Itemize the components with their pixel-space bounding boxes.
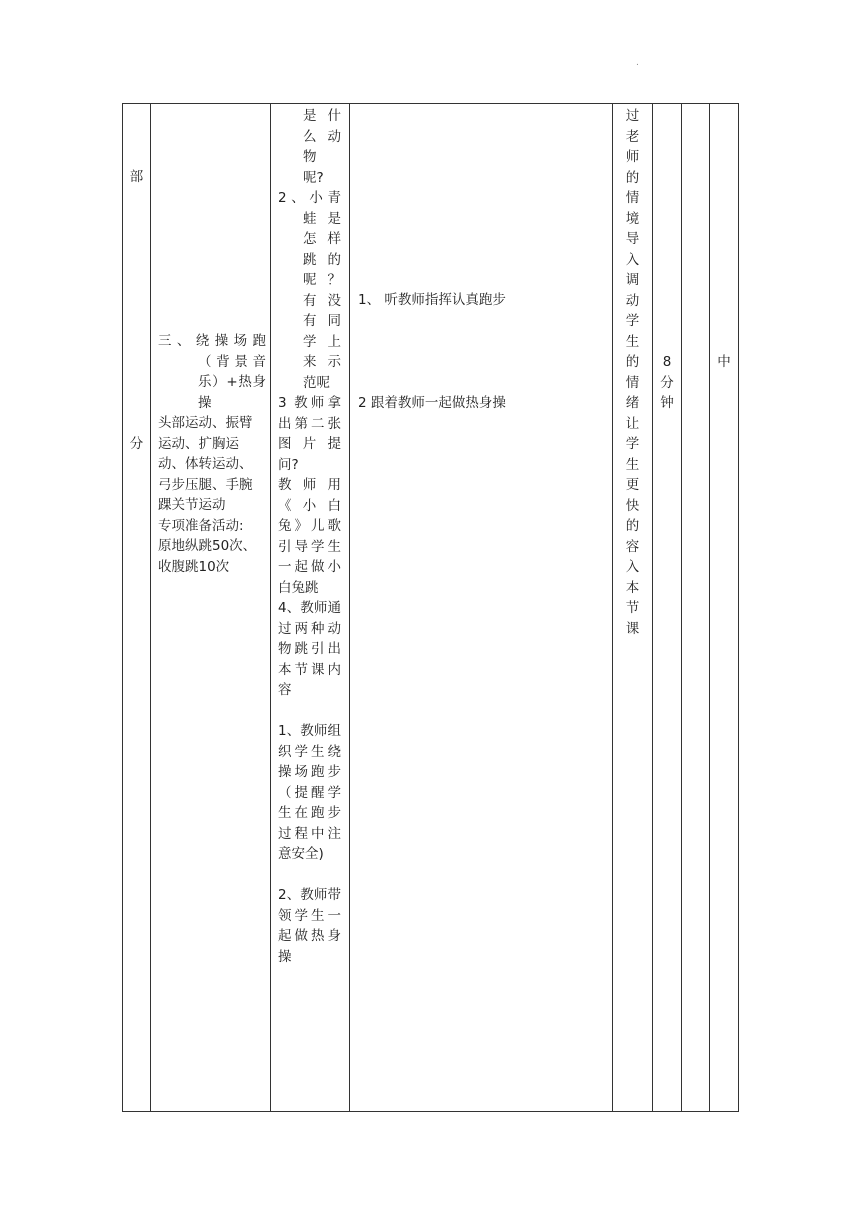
blank-cell [682, 104, 710, 1112]
time-char: 钟 [660, 395, 674, 411]
time-text [653, 352, 681, 414]
purpose-char: 的 [625, 518, 640, 534]
teacher-line: 是什 [303, 108, 341, 124]
purpose-char: 课 [625, 620, 640, 637]
purpose-char: 情 [625, 190, 640, 206]
purpose-char: 快 [625, 497, 640, 514]
content-cell [151, 104, 271, 1112]
teacher-line: 意安全) [278, 846, 324, 862]
content-line: 踝关节运动 [158, 497, 226, 513]
student-activity-cell [350, 104, 613, 1112]
teacher-line: 学上 [303, 333, 341, 350]
purpose-char: 入 [625, 251, 640, 268]
content-line: 运动、扩胸运 [158, 435, 239, 452]
purpose-char: 过 [625, 108, 640, 124]
purpose-char: 生 [625, 456, 640, 473]
teacher-line: 问? [278, 456, 299, 473]
teacher-line: 蛙是 [303, 210, 341, 227]
teacher-activity-block [278, 106, 341, 967]
teacher-line: 呢? [303, 169, 324, 186]
purpose-char: 的 [625, 169, 640, 186]
teacher-line-gap [278, 865, 341, 886]
purpose-char: 老 [625, 128, 640, 145]
purpose-char: 生 [625, 333, 640, 350]
teacher-line: 容 [278, 682, 292, 698]
teacher-line: 过两种动 [278, 620, 341, 637]
teacher-line: 么动 [303, 128, 341, 145]
teacher-line: 本节课内 [278, 661, 341, 678]
content-line: 头部运动、振臂 [158, 415, 253, 431]
student-line: 1、 听教师指挥认真跑步 [358, 292, 506, 308]
content-line: 原地纵跳50次、 [158, 538, 257, 554]
content-line: 弓步压腿、手腕 [158, 476, 253, 493]
content-line: 专项准备活动: [158, 517, 244, 534]
purpose-char: 情 [625, 374, 640, 391]
content-heading-line: 三、绕操场跑 [158, 333, 266, 349]
content-heading-line: 操 [198, 394, 212, 411]
teacher-line: 2、教师带 [278, 887, 341, 903]
teacher-line: 生在跑步 [278, 805, 341, 821]
lesson-plan-table [122, 103, 739, 1112]
content-heading-line: （背景音 [198, 353, 266, 370]
teacher-line: 操场跑步 [278, 764, 341, 780]
purpose-char: 调 [625, 272, 640, 288]
purpose-char: 更 [625, 477, 640, 493]
purpose-char: 让 [625, 415, 640, 432]
teacher-line: 3 教师拿 [278, 395, 341, 411]
content-block [158, 331, 266, 577]
content-line: 收腹跳10次 [158, 558, 230, 575]
content-line: 动、体转运动、 [158, 456, 253, 472]
intensity-text: 中 [717, 354, 731, 370]
teacher-line-gap [278, 701, 341, 722]
time-cell [653, 104, 682, 1112]
purpose-cell [613, 104, 653, 1112]
teacher-line: 起做热身 [278, 928, 341, 944]
teacher-line: 呢？ [303, 272, 341, 288]
teacher-line: 白兔跳 [278, 579, 319, 596]
teacher-line: 范呢 [303, 374, 330, 391]
section-char-top: 部 [129, 169, 144, 185]
teacher-line: 《小白 [278, 497, 341, 514]
teacher-line: 操 [278, 948, 292, 965]
teacher-line: 有没 [303, 292, 341, 309]
teacher-line: 物 [303, 149, 317, 165]
teacher-line: 图片提 [278, 436, 341, 452]
purpose-char: 动 [625, 292, 640, 309]
purpose-char: 学 [625, 436, 640, 452]
teacher-line: 来示 [303, 354, 341, 370]
purpose-char: 节 [625, 600, 640, 616]
teacher-line: 教师用 [278, 477, 341, 493]
content-heading-line: 乐）+热身 [198, 374, 266, 390]
teacher-line: 跳的 [303, 251, 341, 268]
section-cell [123, 104, 151, 1112]
intensity-cell [710, 104, 739, 1112]
purpose-char: 本 [625, 579, 640, 596]
teacher-line: 出第二张 [278, 415, 341, 432]
teacher-activity-cell [271, 104, 350, 1112]
purpose-char: 境 [625, 210, 640, 227]
purpose-char: 导 [625, 231, 640, 247]
teacher-line: 引导学生 [278, 538, 341, 555]
time-char: 8 [662, 354, 672, 370]
teacher-line: 怎样 [303, 231, 341, 247]
purpose-char: 绪 [625, 395, 640, 411]
teacher-line: 2、小青 [278, 190, 341, 206]
purpose-char: 师 [625, 149, 640, 165]
teacher-line: （提醒学 [278, 784, 341, 801]
time-char: 分 [660, 374, 674, 391]
teacher-line: 织学生绕 [278, 743, 341, 760]
purpose-char: 学 [625, 313, 640, 329]
purpose-char: 的 [625, 354, 640, 370]
teacher-line: 过程中注 [278, 825, 341, 842]
corner-mark: . [636, 58, 639, 68]
teacher-line: 有同 [303, 313, 341, 329]
purpose-text [613, 106, 652, 639]
teacher-line: 领学生一 [278, 907, 341, 924]
purpose-char: 入 [625, 559, 640, 575]
purpose-char: 容 [625, 538, 640, 555]
teacher-line: 4、教师通 [278, 600, 341, 616]
teacher-line: 1、教师组 [278, 723, 341, 739]
student-line: 2 跟着教师一起做热身操 [358, 395, 506, 411]
teacher-line: 物跳引出 [278, 641, 341, 657]
teacher-line: 一起做小 [278, 559, 341, 575]
teacher-line: 兔》儿歌 [278, 518, 341, 534]
section-char-bottom: 分 [129, 436, 144, 452]
